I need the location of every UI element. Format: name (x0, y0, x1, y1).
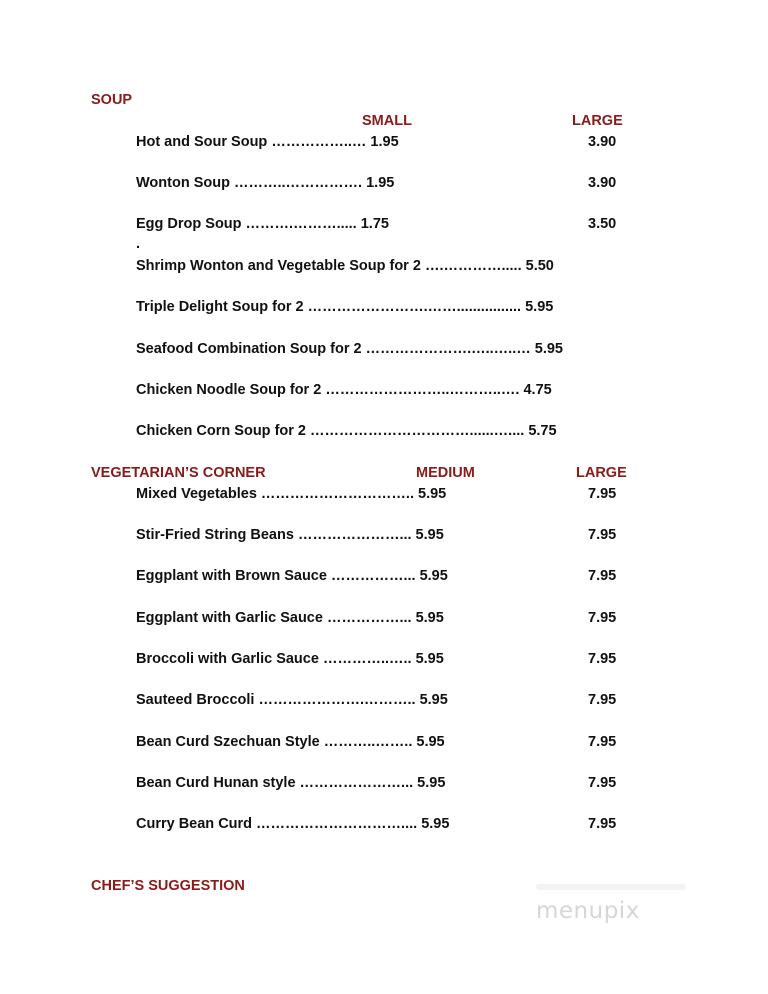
soup-item-egg-drop: Egg Drop Soup ……….………..... 1.75 (136, 216, 389, 232)
veg-item-curry-bean-curd-large-price: 7.95 (588, 816, 617, 832)
soup-item-wonton-large-price: 3.90 (588, 175, 617, 191)
veg-item-broccoli-garlic-large-price: 7.95 (588, 651, 617, 667)
soup-item-chicken-noodle: Chicken Noodle Soup for 2 ……………………..………..…. 4.75 (136, 382, 552, 398)
soup-item-chicken-corn: Chicken Corn Soup for 2 ……………………………......….... 5.75 (136, 423, 557, 439)
veg-item-eggplant-garlic: Eggplant with Garlic Sauce ……………... 5.95 (136, 610, 444, 626)
soup-item-seafood-combination: Seafood Combination Soup for 2 ………………….…..…..… 5.95 (136, 341, 563, 357)
veg-item-eggplant-brown: Eggplant with Brown Sauce ……………... 5.95 (136, 568, 448, 584)
veg-col-medium-header: MEDIUM (416, 465, 475, 481)
veg-heading: VEGETARIAN’S CORNER (91, 465, 266, 481)
soup-col-large-header: LARGE (572, 113, 623, 129)
veg-item-curry-bean-curd: Curry Bean Curd ………………………….... 5.95 (136, 816, 450, 832)
veg-item-sauteed-broccoli-large-price: 7.95 (588, 692, 617, 708)
veg-item-string-beans: Stir-Fried String Beans …………………... 5.95 (136, 527, 444, 543)
veg-item-mixed-vegetables-large-price: 7.95 (588, 486, 617, 502)
veg-item-bean-curd-szechuan: Bean Curd Szechuan Style ………..…….. 5.95 (136, 734, 445, 750)
soup-heading: SOUP (91, 92, 133, 108)
veg-item-bean-curd-hunan: Bean Curd Hunan style …………………... 5.95 (136, 775, 446, 791)
veg-item-broccoli-garlic: Broccoli with Garlic Sauce …………..….. 5.95 (136, 651, 444, 667)
menupix-watermark: menupix (536, 898, 640, 924)
veg-item-eggplant-brown-large-price: 7.95 (588, 568, 617, 584)
stray-dot: . (136, 236, 141, 252)
veg-item-string-beans-large-price: 7.95 (588, 527, 617, 543)
veg-item-sauteed-broccoli: Sauteed Broccoli ………………….……….. 5.95 (136, 692, 448, 708)
soup-item-hot-and-sour: Hot and Sour Soup ……………..… 1.95 (136, 134, 399, 150)
soup-item-hot-and-sour-large-price: 3.90 (588, 134, 617, 150)
soup-item-shrimp-wonton-vegetable: Shrimp Wonton and Vegetable Soup for 2 ….…………..... 5.50 (136, 258, 554, 274)
soup-item-egg-drop-large-price: 3.50 (588, 216, 617, 232)
veg-item-eggplant-garlic-large-price: 7.95 (588, 610, 617, 626)
watermark-bar (536, 884, 686, 890)
soup-item-wonton: Wonton Soup ………..……………. 1.95 (136, 175, 395, 191)
soup-col-small-header: SMALL (362, 113, 412, 129)
chef-suggestion-heading: CHEF’S SUGGESTION (91, 878, 245, 894)
veg-item-bean-curd-szechuan-large-price: 7.95 (588, 734, 617, 750)
veg-col-large-header: LARGE (576, 465, 627, 481)
veg-item-bean-curd-hunan-large-price: 7.95 (588, 775, 617, 791)
veg-item-mixed-vegetables: Mixed Vegetables ………………………….. 5.95 (136, 486, 447, 502)
soup-item-triple-delight: Triple Delight Soup for 2 …………………….……................ 5.95 (136, 299, 554, 315)
